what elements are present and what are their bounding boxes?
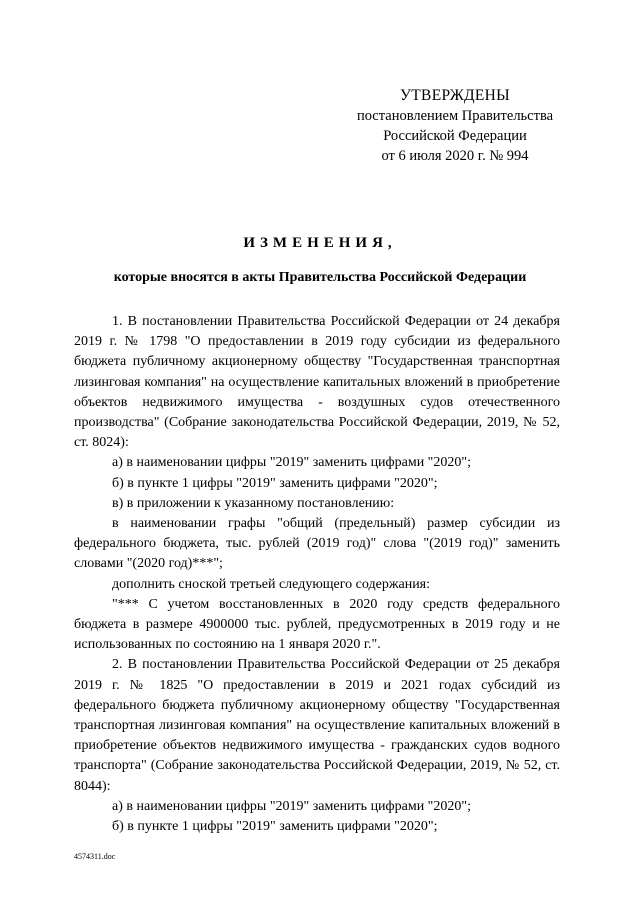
document-subtitle: которые вносятся в акты Правительства Российской Федерации xyxy=(113,270,527,285)
document-title: ИЗМЕНЕНИЯ, xyxy=(243,235,397,251)
approval-block xyxy=(340,86,570,166)
approval-line-3: от 6 июля 2020 г. № 994 xyxy=(381,148,529,164)
approval-line-2: Российской Федерации xyxy=(383,128,527,144)
document-file-id: 4574311.doc xyxy=(74,852,116,861)
paragraph-2a: а) в наименовании цифры "2019" заменить цифрами "2020"; xyxy=(112,798,472,814)
paragraph-1c: в) в приложении к указанному постановлению: xyxy=(112,495,395,511)
paragraph-1: 1. В постановлении Правительства Российской Федерации от 24 декабря 2019 г. № 1798 "О предоставлении в 2019 году субсидии из федерального бюджета публичному акционерному обществу "Государственная транспортная лизинговая компания" на осуществление капитальных вложений в приобретение объектов недвижимого имущества - воздушных судов отечественного производства" (Собрание законодательства Российской Федерации, 2019, № 52, ст. 8024): xyxy=(74,314,560,451)
approved-heading: УТВЕРЖДЕНЫ xyxy=(400,87,510,104)
paragraph-1c-footnote-intro: дополнить сноской третьей следующего содержания: xyxy=(112,576,431,592)
paragraph-2: 2. В постановлении Правительства Российской Федерации от 25 декабря 2019 г. № 1825 "О предоставлении в 2019 и 2021 годах субсидий из федерального бюджета публичному акционерному обществу "Государственная транспортная лизинговая компания" на осуществление капитальных вложений в приобретение объектов недвижимого имущества - гражданских судов водного транспорта" (Собрание законодательства Российской Федерации, 2019, № 52, ст. 8044): xyxy=(74,657,560,794)
document-body xyxy=(74,312,560,837)
paragraph-1c-footnote: "*** С учетом восстановленных в 2020 году средств федерального бюджета в размере 4900000 тыс. рублей, предусмотренных в 2019 году и не использованных по состоянию на 1 января 2020 г.". xyxy=(74,596,560,653)
paragraph-1b: б) в пункте 1 цифры "2019" заменить цифрами "2020"; xyxy=(112,475,438,491)
paragraph-1a: а) в наименовании цифры "2019" заменить цифрами "2020"; xyxy=(112,455,472,471)
paragraph-1c-column: в наименовании графы "общий (предельный) размер субсидии из федерального бюджета, тыс. рублей (2019 год)" слова "(2019 год)" заменить словами "(2020 год)***"; xyxy=(74,516,560,572)
document-title-block xyxy=(0,232,640,288)
approval-line-1: постановлением Правительства xyxy=(356,108,554,124)
paragraph-2b: б) в пункте 1 цифры "2019" заменить цифрами "2020"; xyxy=(112,819,438,835)
